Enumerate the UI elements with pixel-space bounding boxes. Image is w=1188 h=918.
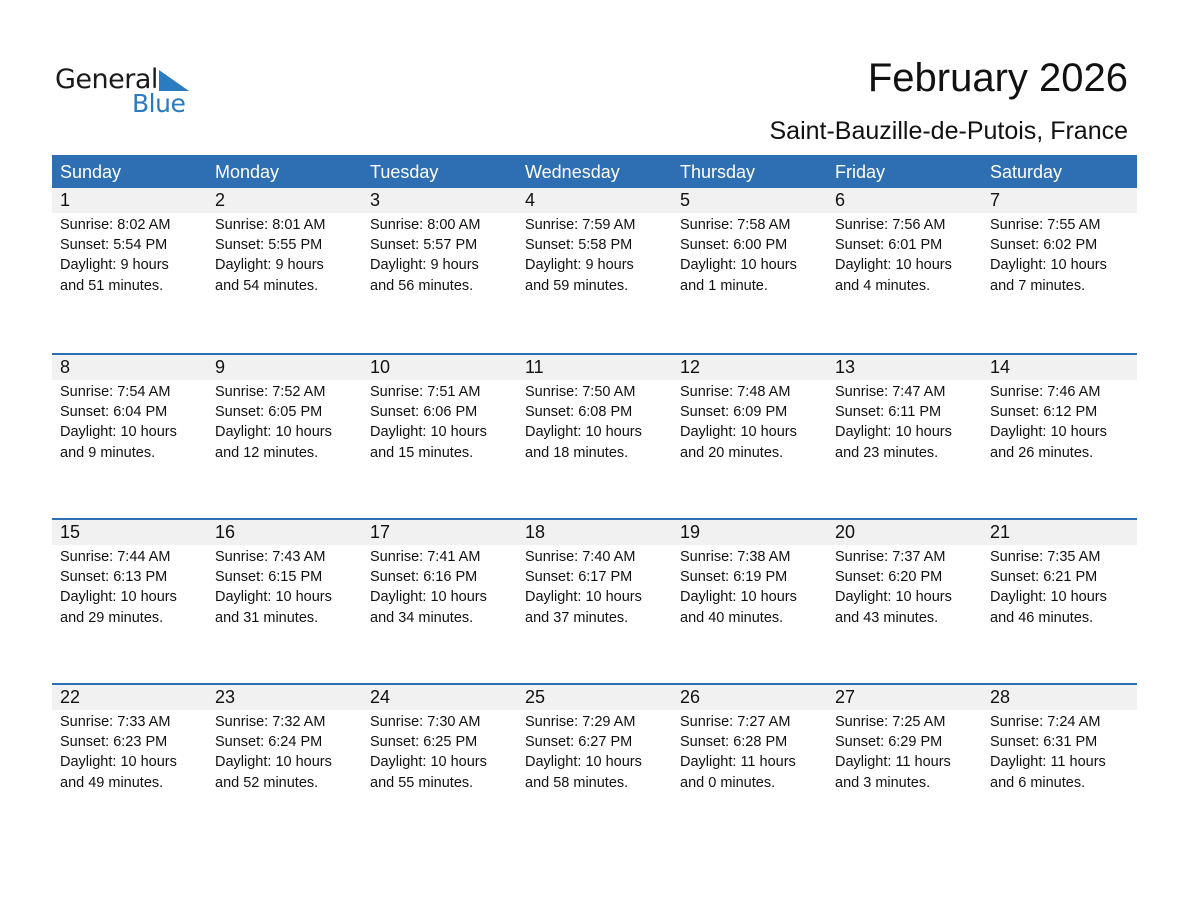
logo bbox=[55, 62, 205, 122]
sunrise-time: Sunrise: 7:52 AM bbox=[215, 384, 326, 400]
day-number-row bbox=[52, 685, 1137, 710]
sunset-time: Sunset: 6:08 PM bbox=[525, 404, 633, 421]
day-number: 12 bbox=[680, 357, 701, 377]
day-cell bbox=[52, 710, 207, 793]
day-number: 25 bbox=[525, 687, 546, 707]
sunset-time: Sunset: 6:24 PM bbox=[215, 734, 323, 751]
sunrise-time: Sunrise: 7:35 AM bbox=[990, 549, 1101, 565]
sunrise-time: Sunrise: 7:43 AM bbox=[215, 549, 326, 565]
sunrise-time: Sunrise: 7:38 AM bbox=[680, 549, 791, 565]
day-number: 16 bbox=[215, 522, 236, 542]
day-info-row bbox=[52, 710, 1137, 793]
day-number: 6 bbox=[835, 190, 846, 210]
daylight-duration: Daylight: 9 hours bbox=[370, 257, 479, 274]
sunrise-time: Sunrise: 8:01 AM bbox=[215, 217, 326, 233]
day-number: 26 bbox=[680, 687, 701, 707]
sunrise-time: Sunrise: 7:56 AM bbox=[835, 217, 946, 233]
sunrise-time: Sunrise: 8:02 AM bbox=[60, 217, 171, 233]
day-cell bbox=[207, 545, 362, 628]
day-number-row bbox=[52, 188, 1137, 213]
day-cell bbox=[52, 380, 207, 463]
day-number: 8 bbox=[60, 357, 71, 377]
day-cell bbox=[672, 380, 827, 463]
sunset-time: Sunset: 6:12 PM bbox=[990, 404, 1098, 421]
daylight-duration: Daylight: 9 hours bbox=[60, 257, 169, 274]
daylight-duration: Daylight: 10 hours bbox=[680, 257, 797, 274]
daylight-duration: and 40 minutes. bbox=[680, 609, 784, 626]
daylight-duration: Daylight: 10 hours bbox=[215, 754, 332, 771]
daylight-duration: Daylight: 10 hours bbox=[525, 754, 642, 771]
daylight-duration: and 58 minutes. bbox=[525, 774, 629, 791]
logo-text-blue: Blue bbox=[132, 89, 186, 118]
day-cell bbox=[52, 545, 207, 628]
daylight-duration: Daylight: 11 hours bbox=[835, 754, 951, 771]
daylight-duration: and 43 minutes. bbox=[835, 609, 939, 626]
day-number: 15 bbox=[60, 522, 81, 542]
day-cell bbox=[827, 380, 982, 463]
sunrise-time: Sunrise: 7:27 AM bbox=[680, 714, 791, 730]
week-row bbox=[52, 188, 1137, 353]
sunset-time: Sunset: 6:09 PM bbox=[680, 404, 788, 421]
day-cell bbox=[207, 710, 362, 793]
daylight-duration: and 31 minutes. bbox=[215, 609, 319, 626]
sunset-time: Sunset: 6:17 PM bbox=[525, 569, 633, 586]
daylight-duration: Daylight: 10 hours bbox=[990, 589, 1107, 606]
daylight-duration: and 26 minutes. bbox=[990, 444, 1094, 461]
daylight-duration: and 37 minutes. bbox=[525, 609, 629, 626]
sunset-time: Sunset: 6:02 PM bbox=[990, 237, 1098, 254]
sunrise-time: Sunrise: 7:40 AM bbox=[525, 549, 636, 565]
sunrise-time: Sunrise: 7:59 AM bbox=[525, 217, 636, 233]
day-number: 11 bbox=[525, 357, 544, 377]
sunrise-time: Sunrise: 7:44 AM bbox=[60, 549, 171, 565]
daylight-duration: and 51 minutes. bbox=[60, 277, 164, 294]
sunset-time: Sunset: 5:57 PM bbox=[370, 237, 478, 254]
daylight-duration: and 23 minutes. bbox=[835, 444, 939, 461]
location-subtitle: Saint-Bauzille-de-Putois, France bbox=[769, 117, 1128, 145]
sunset-time: Sunset: 6:20 PM bbox=[835, 569, 943, 586]
daylight-duration: and 7 minutes. bbox=[990, 277, 1086, 294]
sunrise-time: Sunrise: 7:46 AM bbox=[990, 384, 1101, 400]
daylight-duration: Daylight: 9 hours bbox=[525, 257, 634, 274]
daylight-duration: and 49 minutes. bbox=[60, 774, 164, 791]
weekday-wednesday: Wednesday bbox=[525, 162, 620, 182]
daylight-duration: and 0 minutes. bbox=[680, 774, 776, 791]
week-row bbox=[52, 353, 1137, 518]
daylight-duration: and 6 minutes. bbox=[990, 774, 1086, 791]
day-cell bbox=[517, 213, 672, 296]
daylight-duration: Daylight: 10 hours bbox=[835, 589, 952, 606]
weekday-header-row bbox=[52, 155, 1137, 188]
sunrise-time: Sunrise: 7:54 AM bbox=[60, 384, 171, 400]
sunrise-time: Sunrise: 7:24 AM bbox=[990, 714, 1101, 730]
daylight-duration: Daylight: 10 hours bbox=[370, 424, 487, 441]
sunset-time: Sunset: 5:54 PM bbox=[60, 237, 168, 254]
sunset-time: Sunset: 6:19 PM bbox=[680, 569, 788, 586]
day-number: 13 bbox=[835, 357, 856, 377]
day-number: 14 bbox=[990, 357, 1011, 377]
daylight-duration: and 3 minutes. bbox=[835, 774, 931, 791]
day-number: 4 bbox=[525, 190, 536, 210]
weekday-tuesday: Tuesday bbox=[370, 162, 439, 182]
day-number: 27 bbox=[835, 687, 856, 707]
day-cell bbox=[672, 213, 827, 296]
sunset-time: Sunset: 6:13 PM bbox=[60, 569, 168, 586]
day-number: 22 bbox=[60, 687, 81, 707]
sunset-time: Sunset: 5:58 PM bbox=[525, 237, 633, 254]
day-number: 19 bbox=[680, 522, 701, 542]
day-number: 18 bbox=[525, 522, 546, 542]
sunset-time: Sunset: 6:04 PM bbox=[60, 404, 168, 421]
sunset-time: Sunset: 6:25 PM bbox=[370, 734, 478, 751]
day-number: 20 bbox=[835, 522, 856, 542]
sunset-time: Sunset: 6:00 PM bbox=[680, 237, 788, 254]
logo-text-general: General bbox=[55, 64, 158, 95]
daylight-duration: and 52 minutes. bbox=[215, 774, 319, 791]
day-cell bbox=[362, 213, 517, 296]
day-cell bbox=[362, 545, 517, 628]
sunset-time: Sunset: 6:27 PM bbox=[525, 734, 633, 751]
sunset-time: Sunset: 6:06 PM bbox=[370, 404, 478, 421]
daylight-duration: Daylight: 10 hours bbox=[525, 424, 642, 441]
daylight-duration: Daylight: 10 hours bbox=[525, 589, 642, 606]
calendar-grid bbox=[52, 155, 1137, 848]
day-cell bbox=[207, 213, 362, 296]
day-number: 24 bbox=[370, 687, 391, 707]
sunrise-time: Sunrise: 7:55 AM bbox=[990, 217, 1101, 233]
day-number-row bbox=[52, 355, 1137, 380]
day-cell bbox=[827, 710, 982, 793]
daylight-duration: Daylight: 10 hours bbox=[835, 257, 952, 274]
sunrise-time: Sunrise: 7:32 AM bbox=[215, 714, 326, 730]
daylight-duration: Daylight: 10 hours bbox=[835, 424, 952, 441]
sunrise-time: Sunrise: 7:33 AM bbox=[60, 714, 171, 730]
day-cell bbox=[362, 710, 517, 793]
day-cell bbox=[982, 545, 1137, 628]
weeks-container bbox=[52, 188, 1137, 848]
sunrise-time: Sunrise: 7:41 AM bbox=[370, 549, 481, 565]
day-cell bbox=[517, 710, 672, 793]
daylight-duration: Daylight: 10 hours bbox=[60, 424, 177, 441]
sunset-time: Sunset: 6:28 PM bbox=[680, 734, 788, 751]
day-cell bbox=[207, 380, 362, 463]
day-cell bbox=[827, 545, 982, 628]
daylight-duration: Daylight: 11 hours bbox=[680, 754, 796, 771]
week-row bbox=[52, 683, 1137, 848]
weekday-saturday: Saturday bbox=[990, 162, 1063, 182]
day-cell bbox=[52, 213, 207, 296]
day-info-row bbox=[52, 380, 1137, 463]
weekday-monday: Monday bbox=[215, 162, 280, 182]
daylight-duration: and 12 minutes. bbox=[215, 444, 319, 461]
sunset-time: Sunset: 6:11 PM bbox=[835, 404, 942, 421]
sunset-time: Sunset: 6:31 PM bbox=[990, 734, 1098, 751]
daylight-duration: and 34 minutes. bbox=[370, 609, 474, 626]
daylight-duration: and 4 minutes. bbox=[835, 277, 931, 294]
sunset-time: Sunset: 6:01 PM bbox=[835, 237, 943, 254]
sunrise-time: Sunrise: 7:47 AM bbox=[835, 384, 946, 400]
day-number: 3 bbox=[370, 190, 381, 210]
daylight-duration: Daylight: 10 hours bbox=[215, 589, 332, 606]
day-cell bbox=[982, 710, 1137, 793]
day-cell bbox=[672, 545, 827, 628]
daylight-duration: Daylight: 10 hours bbox=[60, 754, 177, 771]
sunrise-time: Sunrise: 7:50 AM bbox=[525, 384, 636, 400]
day-number: 9 bbox=[215, 357, 226, 377]
daylight-duration: Daylight: 10 hours bbox=[60, 589, 177, 606]
weekday-thursday: Thursday bbox=[680, 162, 756, 182]
day-cell bbox=[827, 213, 982, 296]
day-number: 23 bbox=[215, 687, 236, 707]
day-number: 7 bbox=[990, 190, 1001, 210]
daylight-duration: Daylight: 10 hours bbox=[990, 424, 1107, 441]
daylight-duration: and 55 minutes. bbox=[370, 774, 474, 791]
sunrise-time: Sunrise: 7:25 AM bbox=[835, 714, 946, 730]
day-number: 5 bbox=[680, 190, 691, 210]
daylight-duration: Daylight: 11 hours bbox=[990, 754, 1106, 771]
daylight-duration: and 56 minutes. bbox=[370, 277, 474, 294]
daylight-duration: and 59 minutes. bbox=[525, 277, 629, 294]
day-cell bbox=[517, 380, 672, 463]
daylight-duration: and 9 minutes. bbox=[60, 444, 156, 461]
page-title: February 2026 bbox=[867, 56, 1128, 100]
daylight-duration: and 54 minutes. bbox=[215, 277, 319, 294]
day-info-row bbox=[52, 545, 1137, 628]
week-row bbox=[52, 518, 1137, 683]
day-cell bbox=[517, 545, 672, 628]
weekday-friday: Friday bbox=[835, 162, 886, 182]
day-number: 17 bbox=[370, 522, 391, 542]
daylight-duration: Daylight: 10 hours bbox=[680, 589, 797, 606]
day-number: 10 bbox=[370, 357, 391, 377]
sunset-time: Sunset: 6:23 PM bbox=[60, 734, 168, 751]
sunset-time: Sunset: 6:21 PM bbox=[990, 569, 1098, 586]
day-cell bbox=[362, 380, 517, 463]
day-number: 28 bbox=[990, 687, 1011, 707]
day-number: 2 bbox=[215, 190, 226, 210]
sunset-time: Sunset: 5:55 PM bbox=[215, 237, 323, 254]
daylight-duration: and 1 minute. bbox=[680, 277, 768, 294]
daylight-duration: and 18 minutes. bbox=[525, 444, 629, 461]
daylight-duration: and 15 minutes. bbox=[370, 444, 474, 461]
daylight-duration: Daylight: 10 hours bbox=[215, 424, 332, 441]
daylight-duration: Daylight: 10 hours bbox=[370, 589, 487, 606]
sunset-time: Sunset: 6:16 PM bbox=[370, 569, 478, 586]
sunrise-time: Sunrise: 7:29 AM bbox=[525, 714, 636, 730]
sunrise-time: Sunrise: 7:30 AM bbox=[370, 714, 481, 730]
day-cell bbox=[672, 710, 827, 793]
daylight-duration: Daylight: 9 hours bbox=[215, 257, 324, 274]
day-number-row bbox=[52, 520, 1137, 545]
logo-triangle-icon bbox=[159, 70, 189, 91]
day-cell bbox=[982, 380, 1137, 463]
sunset-time: Sunset: 6:29 PM bbox=[835, 734, 943, 751]
day-number: 1 bbox=[60, 190, 71, 210]
daylight-duration: Daylight: 10 hours bbox=[990, 257, 1107, 274]
daylight-duration: Daylight: 10 hours bbox=[370, 754, 487, 771]
sunrise-time: Sunrise: 8:00 AM bbox=[370, 217, 481, 233]
weekday-sunday: Sunday bbox=[60, 162, 122, 182]
sunrise-time: Sunrise: 7:51 AM bbox=[370, 384, 481, 400]
daylight-duration: and 29 minutes. bbox=[60, 609, 164, 626]
sunrise-time: Sunrise: 7:37 AM bbox=[835, 549, 946, 565]
sunrise-time: Sunrise: 7:48 AM bbox=[680, 384, 791, 400]
daylight-duration: and 46 minutes. bbox=[990, 609, 1094, 626]
sunset-time: Sunset: 6:05 PM bbox=[215, 404, 323, 421]
day-number: 21 bbox=[990, 522, 1011, 542]
sunrise-time: Sunrise: 7:58 AM bbox=[680, 217, 791, 233]
day-cell bbox=[982, 213, 1137, 296]
sunset-time: Sunset: 6:15 PM bbox=[215, 569, 323, 586]
daylight-duration: Daylight: 10 hours bbox=[680, 424, 797, 441]
day-info-row bbox=[52, 213, 1137, 296]
daylight-duration: and 20 minutes. bbox=[680, 444, 784, 461]
